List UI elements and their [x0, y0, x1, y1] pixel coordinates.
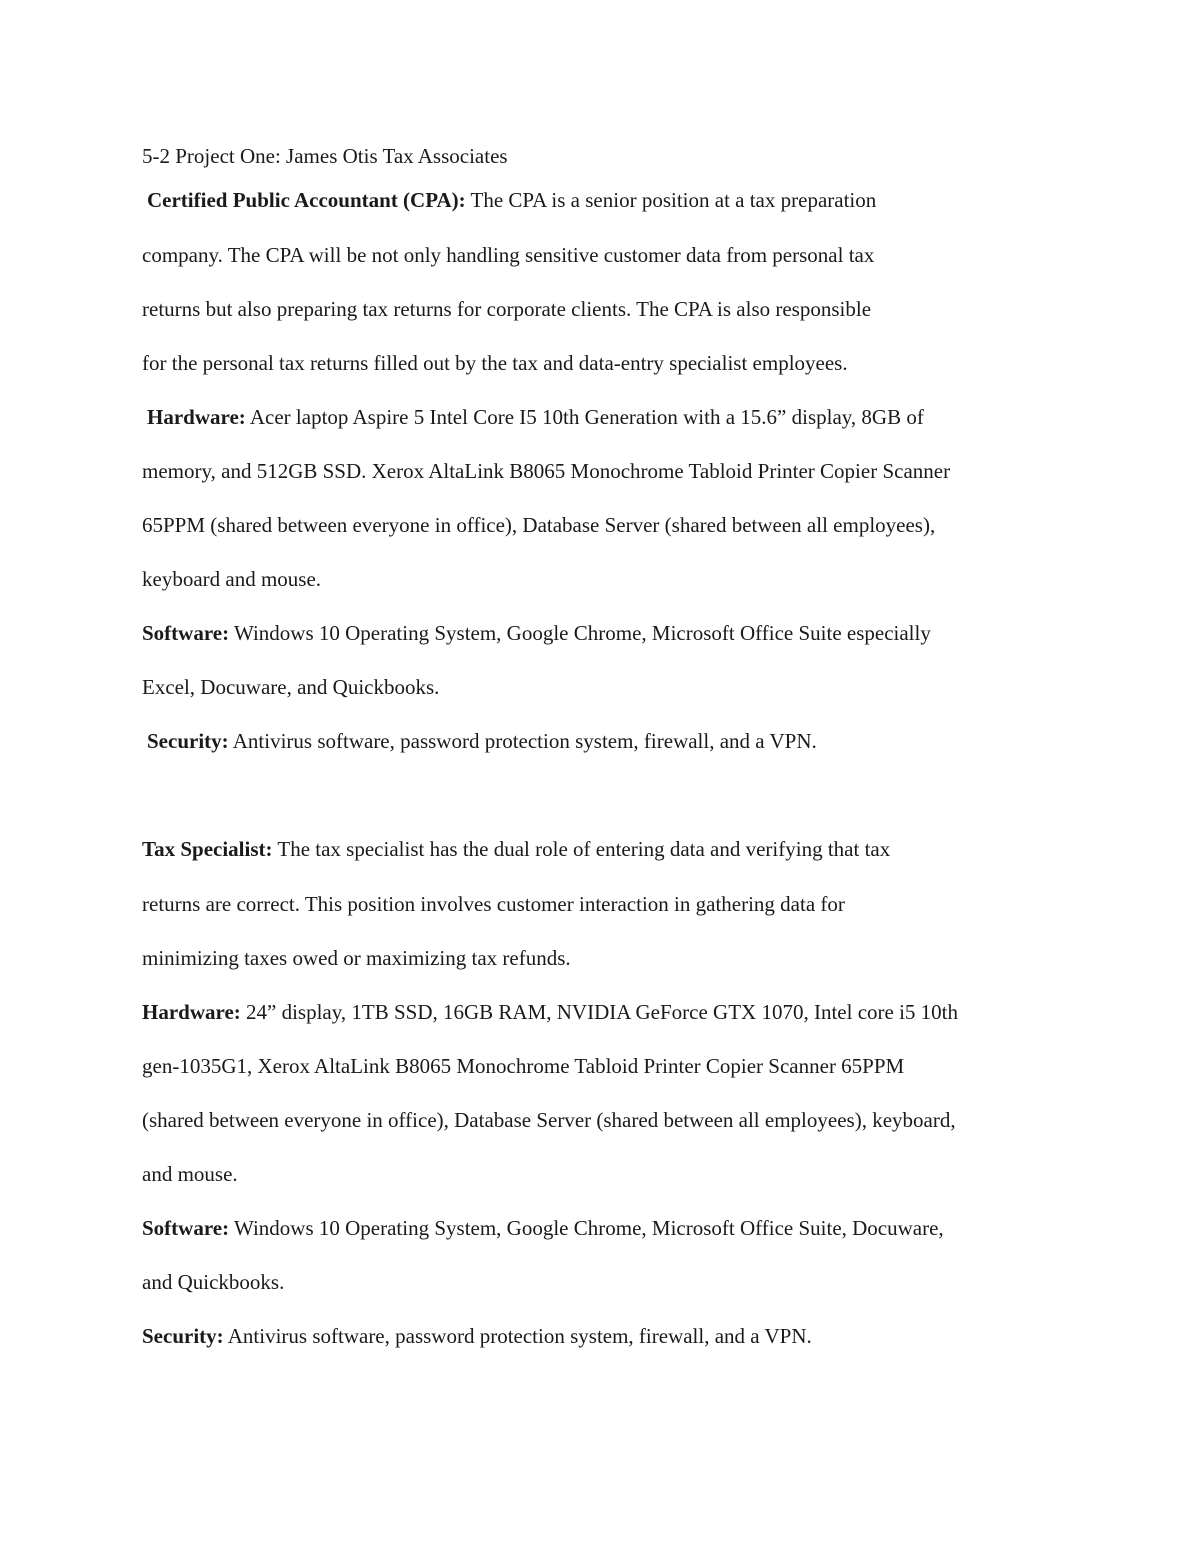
tax-hardware-line-1: Hardware: 24” display, 1TB SSD, 16GB RAM, NVIDIA GeForce GTX 1070, Intel core i5 10th	[142, 1000, 958, 1024]
cpa-description-line-3: returns but also preparing tax returns for corporate clients. The CPA is also responsible	[142, 297, 872, 321]
cpa-software-line-1: Software: Windows 10 Operating System, Google Chrome, Microsoft Office Suite especially	[142, 621, 931, 645]
tax-software-label: Software:	[142, 1216, 230, 1240]
tax-security-line: Security: Antivirus software, password protection system, firewall, and a VPN.	[142, 1324, 812, 1348]
cpa-software-label: Software:	[142, 621, 230, 645]
tax-heading: Tax Specialist:	[142, 837, 273, 861]
cpa-hardware-label: Hardware:	[147, 405, 246, 429]
tax-description-line-3: minimizing taxes owed or maximizing tax refunds.	[142, 946, 571, 970]
document-title: 5-2 Project One: James Otis Tax Associates	[142, 144, 508, 168]
cpa-hardware-line-1: Hardware: Acer laptop Aspire 5 Intel Core I5 10th Generation with a 15.6” display, 8GB of	[147, 405, 924, 429]
tax-description-line-1: Tax Specialist: The tax specialist has the dual role of entering data and verifying that tax	[142, 837, 891, 861]
tax-software-line-2: and Quickbooks.	[142, 1270, 285, 1294]
cpa-security-line: Security: Antivirus software, password protection system, firewall, and a VPN.	[147, 729, 817, 753]
tax-description-line-2: returns are correct. This position involves customer interaction in gathering data for	[142, 892, 845, 916]
tax-hardware-line-4: and mouse.	[142, 1162, 238, 1186]
cpa-description-line-4: for the personal tax returns filled out by the tax and data-entry specialist employees.	[142, 351, 848, 375]
cpa-software-line-2: Excel, Docuware, and Quickbooks.	[142, 675, 440, 699]
tax-hardware-line-2: gen-1035G1, Xerox AltaLink B8065 Monochrome Tabloid Printer Copier Scanner 65PPM	[142, 1054, 905, 1078]
tax-hardware-line-3: (shared between everyone in office), Database Server (shared between all employees), keyboard,	[142, 1108, 956, 1132]
cpa-heading: Certified Public Accountant (CPA):	[147, 188, 466, 212]
cpa-description-line-2: company. The CPA will be not only handling sensitive customer data from personal tax	[142, 243, 875, 267]
cpa-hardware-line-4: keyboard and mouse.	[142, 567, 322, 591]
cpa-description-line-1: Certified Public Accountant (CPA): The CPA is a senior position at a tax preparation	[147, 188, 877, 212]
tax-hardware-label: Hardware:	[142, 1000, 241, 1024]
cpa-security-label: Security:	[147, 729, 229, 753]
tax-security-label: Security:	[142, 1324, 224, 1348]
cpa-hardware-line-2: memory, and 512GB SSD. Xerox AltaLink B8065 Monochrome Tabloid Printer Copier Scanner	[142, 459, 951, 483]
tax-software-line-1: Software: Windows 10 Operating System, Google Chrome, Microsoft Office Suite, Docuware,	[142, 1216, 944, 1240]
cpa-hardware-line-3: 65PPM (shared between everyone in office), Database Server (shared between all employees),	[142, 513, 936, 537]
